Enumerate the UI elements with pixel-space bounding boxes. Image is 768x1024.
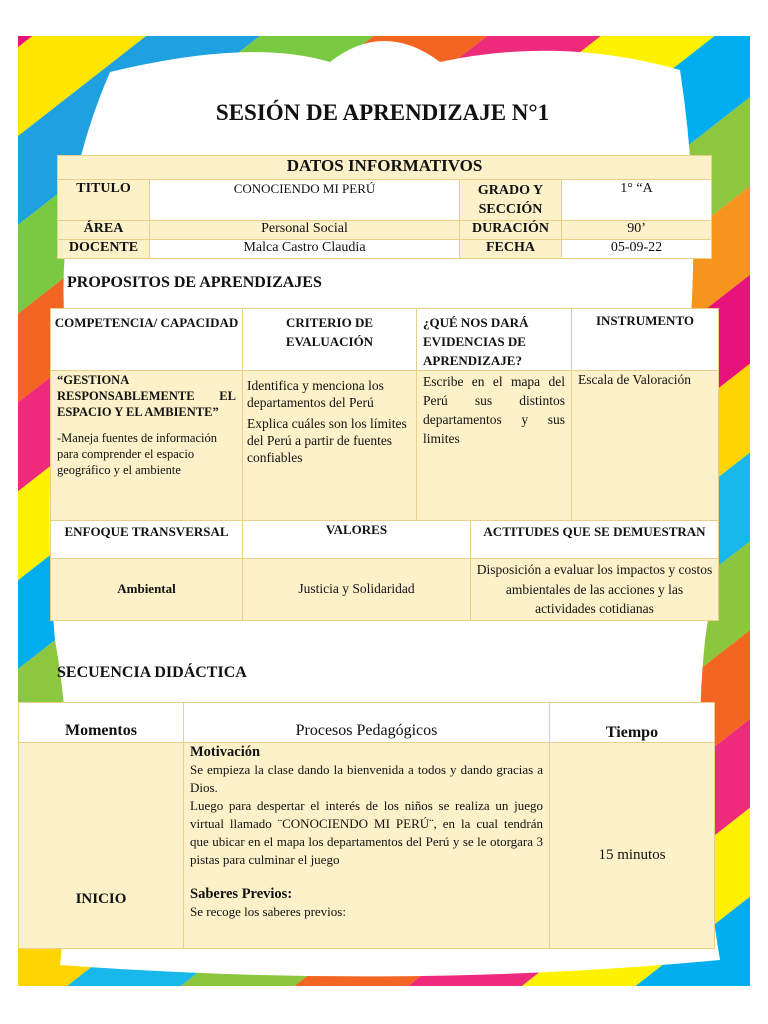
enfoque-value: Ambiental — [51, 559, 243, 621]
header-valores: VALORES — [243, 521, 471, 559]
propositos-table — [50, 308, 719, 523]
criterio-cell — [243, 371, 417, 523]
fecha-value: 05-09-22 — [562, 240, 712, 259]
area-value: Personal Social — [150, 221, 460, 240]
titulo-value: CONOCIENDO MI PERÚ — [150, 180, 460, 221]
instrumento-cell: Escala de Valoración — [572, 371, 719, 523]
header-momentos: Momentos — [19, 703, 184, 743]
titulo-label: TITULO — [58, 180, 150, 221]
enfoque-table — [50, 520, 719, 621]
header-actitudes: ACTITUDES QUE SE DEMUESTRAN — [471, 521, 719, 559]
grado-value: 1° “A — [562, 180, 712, 221]
propositos-heading: PROPOSITOS DE APRENDIZAJES — [67, 274, 322, 291]
valores-value: Justicia y Solidaridad — [243, 559, 471, 621]
criterio-1: Identifica y menciona los departamentos del Perú — [247, 378, 384, 410]
secuencia-heading: SECUENCIA DIDÁCTICA — [57, 664, 247, 681]
motivacion-p1: Se empieza la clase dando la bienvenida a todos y dando gracias a Dios. — [190, 762, 543, 795]
header-procesos: Procesos Pedagógicos — [184, 703, 550, 743]
secuencia-table — [18, 702, 715, 949]
docente-value: Malca Castro Claudia — [150, 240, 460, 259]
momento-inicio: INICIO — [19, 743, 184, 949]
header-enfoque: ENFOQUE TRANSVERSAL — [51, 521, 243, 559]
header-criterio: CRITERIO DE EVALUACIÓN — [243, 309, 417, 371]
actitudes-value: Disposición a evaluar los impactos y costos ambientales de las acciones y las actividades cotidianas — [471, 559, 719, 621]
header-instrumento: INSTRUMENTO — [572, 309, 719, 371]
evidencia-cell: Escribe en el mapa del Perú sus distintos departamentos y sus limites — [417, 371, 572, 523]
duracion-value: 90’ — [562, 221, 712, 240]
criterio-2: Explica cuáles son los límites del Perú a partir de fuentes confiables — [247, 416, 407, 465]
saberes-text: Se recoge los saberes previos: — [190, 904, 346, 919]
motivacion-p2: Luego para despertar el interés de los niños se realiza un juego virtual llamado ¨CONOCIENDO MI PERÚ¨, en la cual tendrán que ubicar en el mapa los departamentos del Perú y se le otorgara 3 pistas para culminar el juego — [190, 798, 543, 867]
docente-label: DOCENTE — [58, 240, 150, 259]
header-evidencias: ¿QUÉ NOS DARÁ EVIDENCIAS DE APRENDIZAJE? — [417, 309, 572, 371]
fecha-label: FECHA — [460, 240, 562, 259]
document-title: SESIÓN DE APRENDIZAJE N°1 — [215, 100, 550, 125]
saberes-title: Saberes Previos: — [190, 886, 293, 902]
duracion-label: DURACIÓN — [460, 221, 562, 240]
grado-label: GRADO Y SECCIÓN — [460, 180, 562, 221]
competencia-text: “GESTIONA RESPONSABLEMENTE EL ESPACIO Y EL AMBIENTE” — [57, 373, 236, 419]
datos-informativos-table — [57, 155, 712, 259]
datos-heading: DATOS INFORMATIVOS — [58, 156, 712, 180]
competencia-cell — [51, 371, 243, 523]
procesos-cell — [184, 743, 550, 949]
tiempo-value: 15 minutos — [550, 743, 715, 949]
motivacion-title: Motivación — [190, 744, 261, 760]
area-label: ÁREA — [58, 221, 150, 240]
header-competencia: COMPETENCIA/ CAPACIDAD — [51, 309, 243, 371]
header-tiempo: Tiempo — [550, 703, 715, 743]
capacidad-text: -Maneja fuentes de información para comprender el espacio geográfico y el ambiente — [57, 431, 218, 477]
